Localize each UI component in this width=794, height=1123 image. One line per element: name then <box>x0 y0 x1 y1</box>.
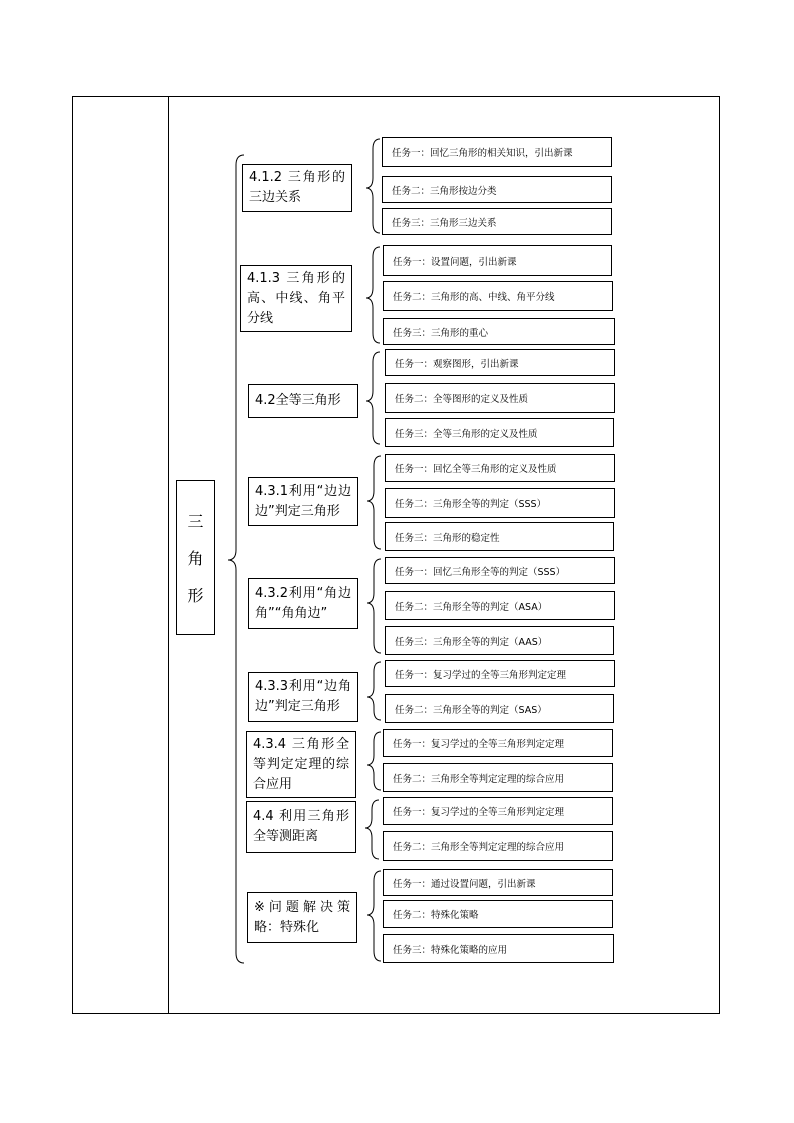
task-node: 任务一：回忆三角形的相关知识，引出新课 <box>382 137 612 167</box>
task-node: 任务三：三角形全等的判定（AAS） <box>385 626 614 655</box>
task-node: 任务一：复习学过的全等三角形判定定理 <box>383 729 613 757</box>
task-node: 任务一：复习学过的全等三角形判定定理 <box>385 660 615 687</box>
root-char: 角 <box>187 549 204 568</box>
section-node <box>248 477 358 526</box>
task-node: 任务一：回忆三角形全等的判定（SSS） <box>385 557 615 584</box>
section-title: 4.3.4 三角形全等判定定理的综合应用 <box>253 736 349 792</box>
task-node: 任务一：通过设置问题，引出新课 <box>383 869 613 896</box>
section-node <box>246 801 356 853</box>
task-node: 任务一：观察图形，引出新课 <box>385 349 615 376</box>
root-char: 三 <box>187 512 204 531</box>
task-node: 任务二：三角形全等的判定（ASA） <box>385 591 615 620</box>
task-node: 任务二：全等图形的定义及性质 <box>385 383 615 413</box>
section-title: ※问题解决策略：特殊化 <box>254 899 350 935</box>
root-node <box>176 480 215 635</box>
section-title: 4.1.3 三角形的高、中线、角平分线 <box>247 270 345 326</box>
task-node: 任务二：三角形按边分类 <box>382 176 612 203</box>
section-title: 4.4 利用三角形全等测距离 <box>253 809 349 844</box>
root-char: 形 <box>187 586 204 605</box>
section-title: 4.3.1利用“边边边”判定三角形 <box>255 483 351 519</box>
task-node: 任务二：三角形全等判定定理的综合应用 <box>383 763 613 792</box>
task-node: 任务三：三角形的重心 <box>383 318 615 345</box>
task-node: 任务二：三角形全等的判定（SSS） <box>385 488 615 518</box>
task-node: 任务三：三角形的稳定性 <box>385 522 614 551</box>
section-node <box>240 265 352 332</box>
table-column-divider <box>168 96 169 1014</box>
section-node <box>248 384 358 418</box>
task-node: 任务一：复习学过的全等三角形判定定理 <box>383 797 613 825</box>
section-node <box>242 164 352 212</box>
section-node <box>248 578 358 629</box>
task-node: 任务二：三角形全等判定定理的综合应用 <box>383 831 613 861</box>
section-title: 4.3.2利用“角边角”“角角边” <box>255 585 351 621</box>
task-node: 任务二：三角形全等的判定（SAS） <box>385 694 614 723</box>
section-node <box>248 672 358 722</box>
section-node <box>246 731 356 798</box>
task-node: 任务二：三角形的高、中线、角平分线 <box>383 281 613 311</box>
section-title: 4.1.2 三角形的三边关系 <box>249 170 345 205</box>
task-node: 任务一：设置问题，引出新课 <box>383 245 612 276</box>
task-node: 任务二：特殊化策略 <box>383 900 613 928</box>
task-node: 任务三：特殊化策略的应用 <box>383 934 614 963</box>
task-node: 任务一：回忆全等三角形的定义及性质 <box>385 454 615 482</box>
section-node <box>247 892 357 943</box>
section-title: 4.2全等三角形 <box>255 393 341 408</box>
section-title: 4.3.3利用“边角边”判定三角形 <box>255 679 351 714</box>
task-node: 任务三：全等三角形的定义及性质 <box>385 418 614 447</box>
task-node: 任务三：三角形三边关系 <box>382 208 612 235</box>
